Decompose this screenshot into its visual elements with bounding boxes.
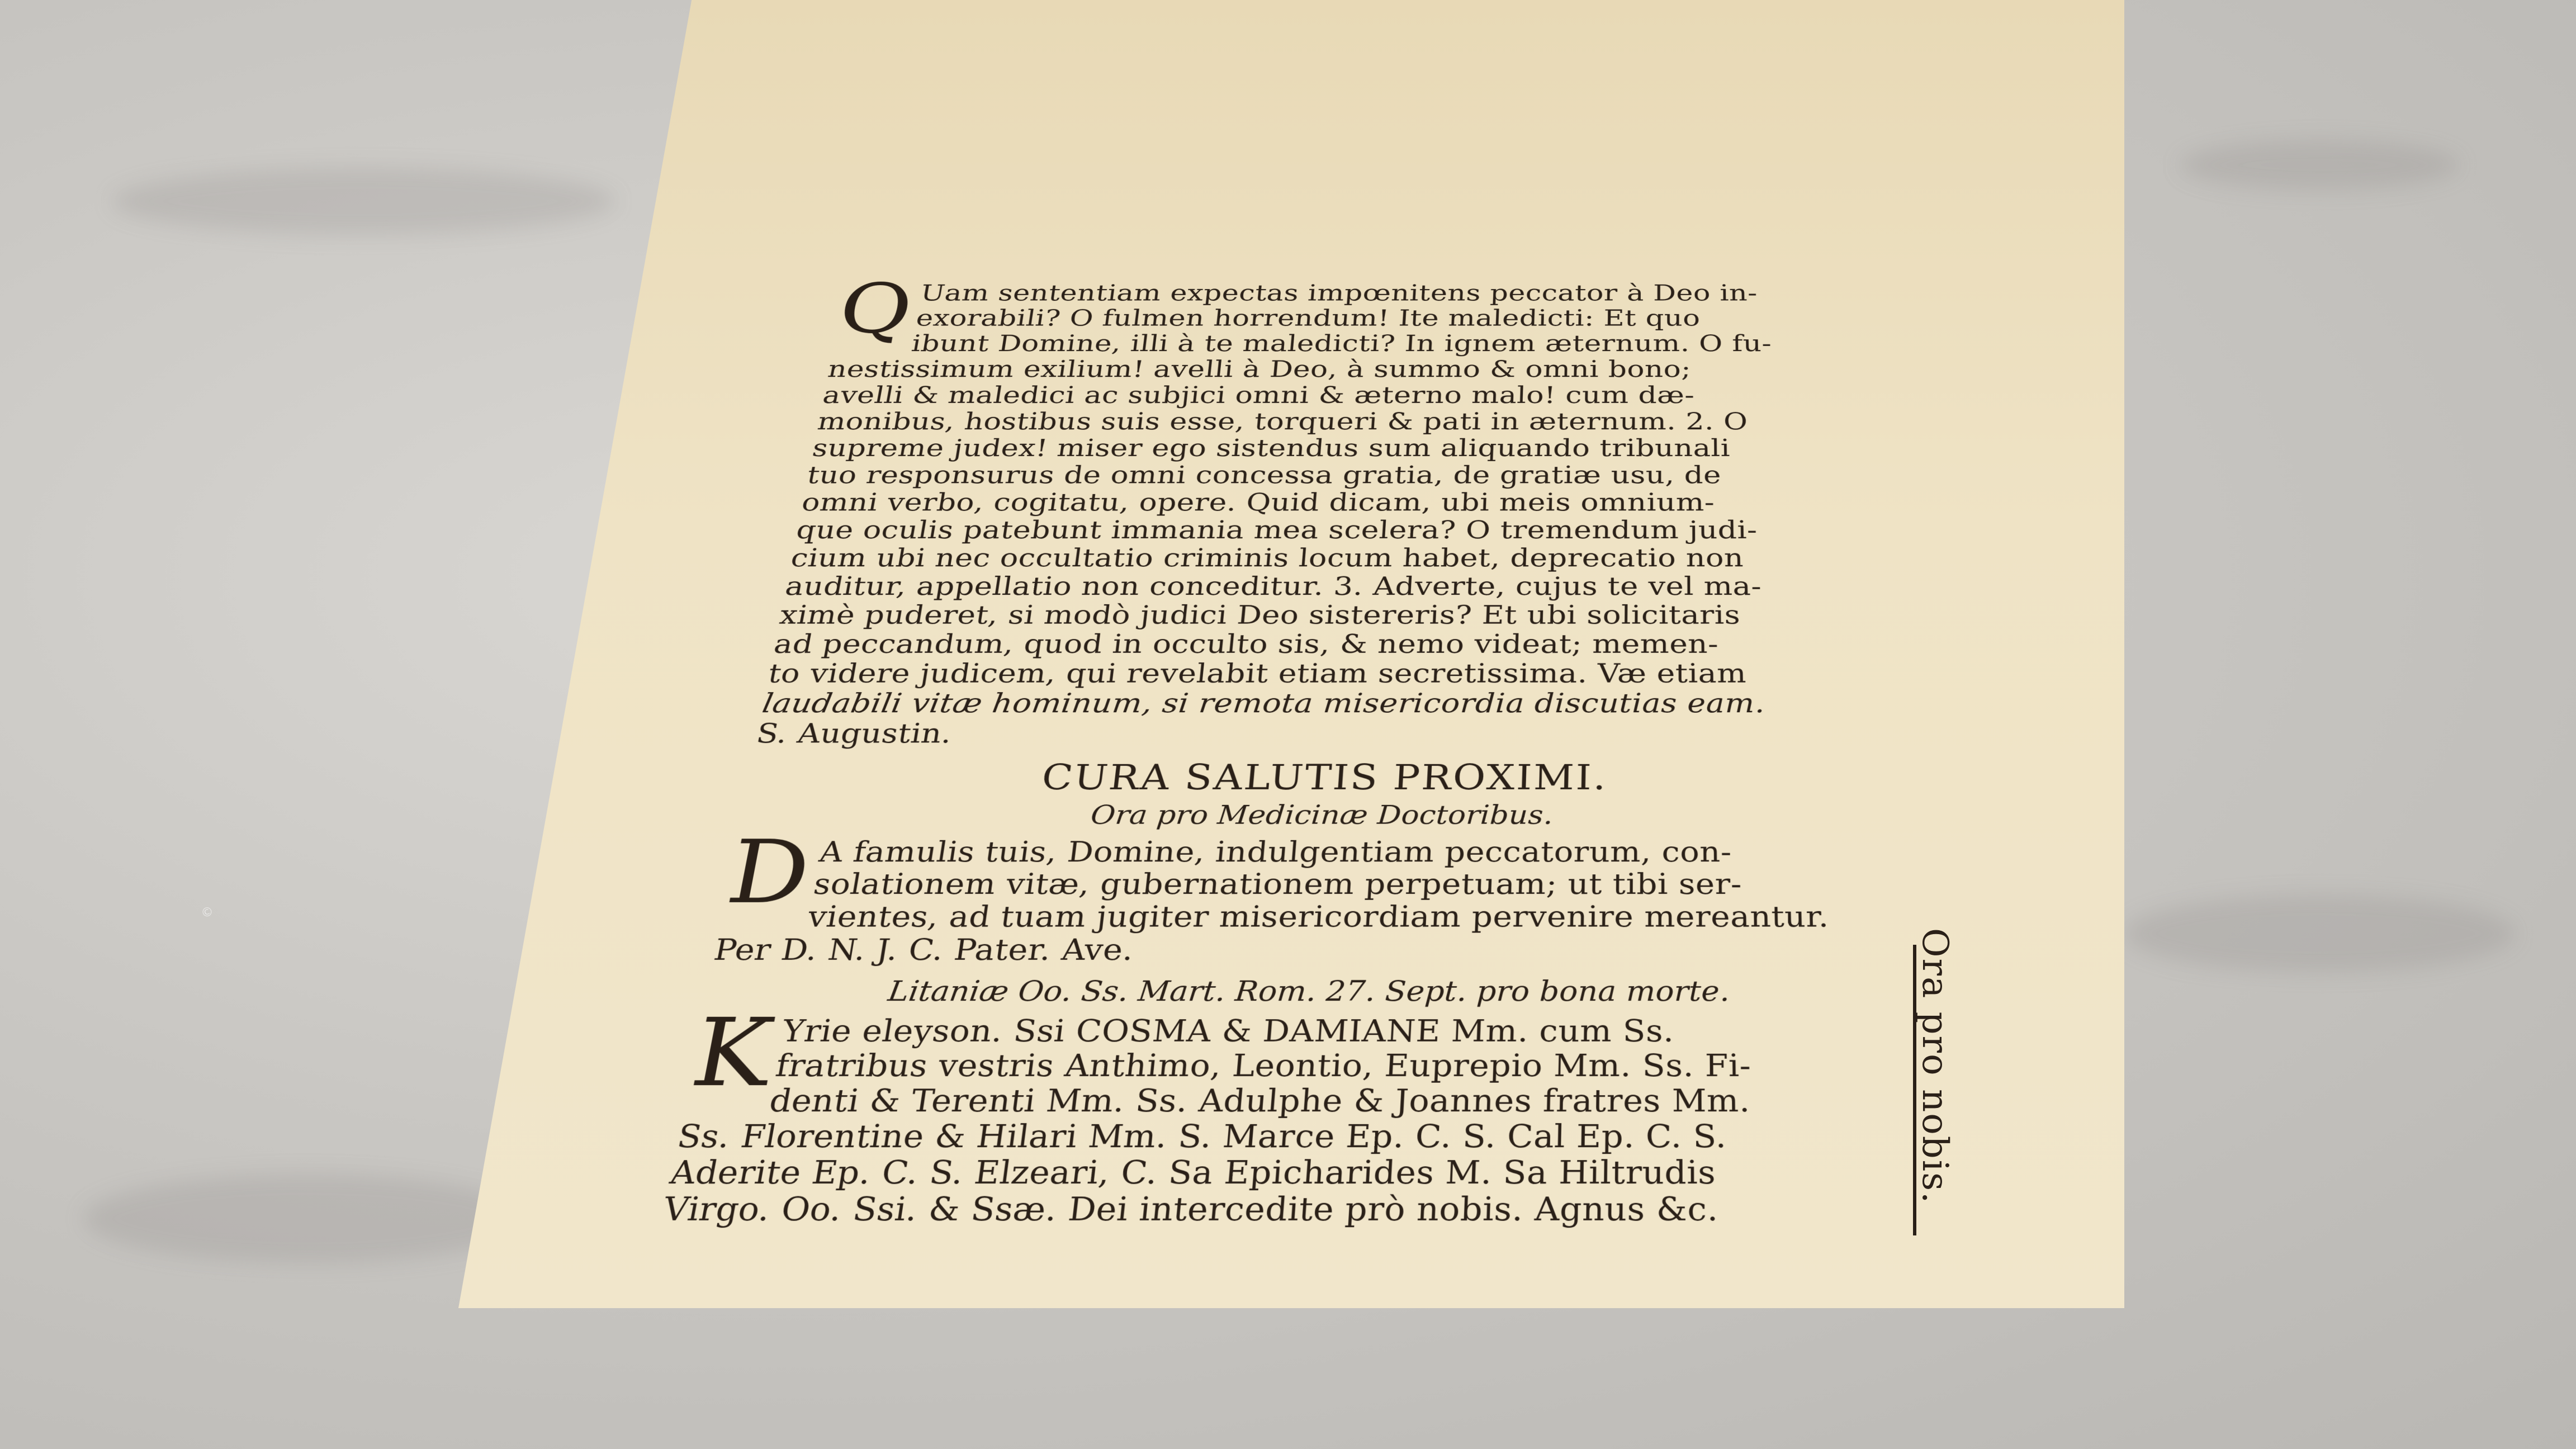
marble-vein [2180, 140, 2460, 190]
text-line: Aderite Ep. C. S. Elzeari, C. Sa Epicharides M. Sa Hiltrudis [667, 1153, 1716, 1192]
text-line: supreme judex! miser ego sistendus sum aliquando tribunali [810, 434, 1731, 462]
dropcap-q: Q [832, 269, 919, 349]
section-subheading: Ora pro Medicinæ Doctoribus. [1089, 799, 1554, 830]
top-paragraph [754, 269, 1900, 750]
watermark: © [199, 904, 216, 921]
text-line: cium ubi nec occultatio criminis locum habet, deprecatio non [788, 543, 1744, 573]
text-line: S. Augustin. [754, 717, 955, 750]
text-line: tuo responsurus de omni concessa gratia, de gratiæ usu, de [804, 461, 1722, 489]
prayer-paragraph [711, 821, 1910, 967]
marble-vein [84, 1174, 531, 1263]
text-line: Per D. N. J. C. Pater. Ave. [711, 932, 1136, 967]
text-line: que oculis patebunt immania mea scelera? O tremendum judi- [794, 515, 1758, 544]
text-line: A famulis tuis, Domine, indulgentiam peccatorum, con- [817, 835, 1732, 869]
text-line: Virgo. Oo. Ssi. & Ssæ. Dei intercedite prò nobis. Agnus &c. [660, 1190, 1718, 1229]
text-line: auditur, appellatio non conceditur. 3. Adverte, cujus te vel ma- [783, 571, 1762, 602]
text-line: monibus, hostibus suis esse, torqueri & pati in æternum. 2. O [815, 407, 1748, 435]
text-line: avelli & maledici ac subjici omni & æterno malo! cum dæ- [820, 381, 1695, 409]
text-line: fratribus vestris Anthimo, Leontio, Euprepio Mm. Ss. Fi- [773, 1047, 1751, 1084]
marble-vein [112, 168, 615, 235]
section-heading: CURA SALUTIS PROXIMI. [1039, 757, 1608, 798]
text-line: solationem vitæ, gubernationem perpetuam; ut tibi ser- [811, 866, 1742, 901]
marble-vein [2124, 894, 2516, 973]
dropcap-d: D [719, 821, 818, 924]
text-line: Ss. Florentine & Hilari Mm. S. Marce Ep. C. S. Cal Ep. C. S. [674, 1117, 1727, 1155]
text-line: ad peccandum, quod in occulto sis, & nemo videat; memen- [771, 628, 1719, 660]
text-line: ximè puderet, si modò judici Deo sistereris? Et ubi solicitaris [777, 599, 1741, 630]
side-note-ora-pro-nobis: Ora pro nobis. [1914, 928, 1955, 1205]
text-line: vientes, ad tuam jugiter misericordiam pervenire mereantur. [805, 899, 1830, 934]
text-line: ibunt Domine, illi à te maledicti? In ignem æternum. O fu- [910, 330, 1772, 357]
text-line: Uam sententiam expectas impœnitens peccator à Deo in- [918, 280, 1758, 306]
litany-paragraph [660, 998, 1923, 1229]
printed-text-block [660, 269, 1923, 1230]
text-line: denti & Terenti Mm. Ss. Adulphe & Joannes fratres Mm. [766, 1082, 1751, 1119]
text-line: to videre judicem, qui revelabit etiam secretissima. Væ etiam [765, 657, 1747, 689]
text-line: Yrie eleyson. Ssi COSMA & DAMIANE Mm. cum Ss. [779, 1012, 1674, 1049]
text-line: laudabili vitæ hominum, si remota misericordia discutias eam. [760, 687, 1765, 719]
litany-title: Litaniæ Oo. Ss. Mart. Rom. 27. Sept. pro bona morte. [886, 974, 1730, 1008]
text-line: exorabili? O fulmen horrendum! Ite maledicti: Et quo [914, 305, 1701, 332]
dropcap-k: K [683, 998, 781, 1108]
text-line: nestissimum exilium! avelli à Deo, à summo & omni bono; [825, 355, 1692, 383]
text-line: omni verbo, cogitatu, opere. Quid dicam, ubi meis omnium- [799, 487, 1715, 517]
